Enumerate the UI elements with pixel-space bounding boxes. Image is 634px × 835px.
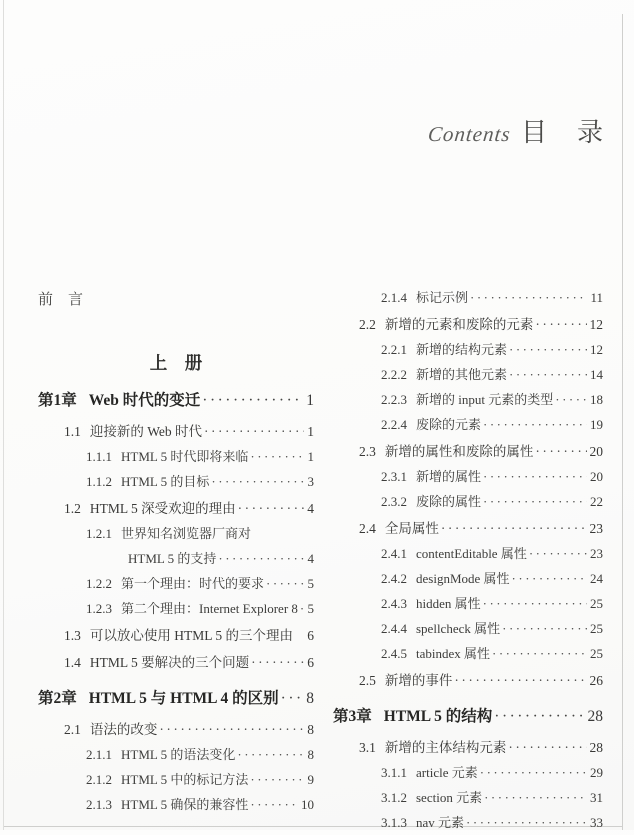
toc-entry: [333, 566, 603, 591]
toc-entry-number: 3.1.2: [381, 790, 407, 805]
toc-entry-number: 2.4.2: [381, 571, 407, 586]
toc-entry-page: 26: [589, 673, 603, 688]
toc-entry-title: HTML 5 深受欢迎的理由: [89, 501, 236, 516]
dot-leader: [251, 650, 304, 675]
toc-right-column: [333, 285, 603, 835]
dot-leader: [508, 735, 586, 760]
toc-entry-page: 33: [590, 815, 603, 830]
toc-entry-page: 3: [307, 474, 314, 489]
toc-entry: [333, 439, 603, 464]
toc-entry-number: 2.1.3: [86, 797, 112, 812]
toc-entry: [38, 623, 314, 648]
toc-entry-title: 第一个理由：时代的要求: [121, 576, 265, 591]
toc-entry-title: HTML 5 的语法变化: [121, 747, 236, 762]
toc-entry-page: 6: [307, 628, 314, 643]
dot-leader: [211, 469, 304, 494]
dot-leader: [266, 571, 304, 596]
toc-entry: [38, 387, 314, 415]
dot-leader: [535, 312, 586, 337]
toc-entry-page: 20: [589, 444, 603, 459]
toc-entry-page: 6: [307, 655, 314, 670]
toc-entry-title: nav 元素: [416, 815, 465, 830]
toc-entry-page: 1: [307, 424, 314, 439]
toc-entry-number: 2.2.2: [381, 367, 407, 382]
toc-entry-title: tabindex 属性: [416, 646, 491, 661]
toc-entry-page: 25: [590, 646, 603, 661]
toc-entry: [333, 412, 603, 437]
dot-leader: [250, 792, 298, 817]
toc-entry-title: HTML 5 的结构: [383, 708, 493, 725]
toc-entry: [333, 337, 603, 362]
toc-entry-title: Web 时代的变迁: [88, 392, 201, 409]
toc-entry-number: 2.2.4: [381, 417, 407, 432]
toc-entry: [38, 792, 314, 817]
toc-entry-title: 新增的结构元素: [416, 342, 508, 357]
toc-entry-number: 2.3.1: [381, 469, 407, 484]
dot-leader: [529, 541, 587, 566]
toc-entry-number: 1.1.1: [86, 449, 112, 464]
dot-leader: [512, 566, 587, 591]
page-edge-left-line: [3, 0, 4, 830]
toc-entry-page: 31: [590, 790, 603, 805]
toc-entry-number: 3.1.3: [381, 815, 407, 830]
toc-entry-title: HTML 5 的支持: [128, 551, 217, 566]
toc-entry-title: 标记示例: [416, 290, 469, 305]
dot-leader: [509, 362, 587, 387]
toc-entry-title: article 元素: [416, 765, 478, 780]
toc-entry-page: 12: [590, 342, 603, 357]
dot-leader: [466, 810, 587, 835]
toc-entry-title: 新增的元素和废除的元素: [384, 317, 534, 332]
toc-entry: [333, 785, 603, 810]
toc-entry-number: 1.2.1: [86, 526, 112, 541]
toc-entry: [38, 521, 314, 546]
toc-entry-title: section 元素: [416, 790, 483, 805]
toc-entry-number: 1.1: [64, 424, 81, 439]
toc-entry-number: 第2章: [38, 690, 77, 707]
toc-entry-title: HTML 5 中的标记方法: [121, 772, 249, 787]
toc-entry: [333, 312, 603, 337]
dot-leader: [494, 703, 584, 731]
toc-entry-title: 语法的改变: [89, 722, 158, 737]
toc-entry-number: 1.2.3: [86, 601, 112, 616]
toc-entry-title: 可以放心使用 HTML 5 的三个理由: [89, 628, 293, 643]
dot-leader: [555, 387, 587, 412]
dot-leader: [300, 596, 305, 621]
dot-leader: [502, 616, 587, 641]
toc-entry-page: 23: [590, 546, 603, 561]
toc-entry-page: 8: [307, 747, 314, 762]
toc-entry: [38, 546, 314, 571]
toc-entry-title: 废除的元素: [416, 417, 482, 432]
toc-entry-title: HTML 5 与 HTML 4 的区别: [88, 690, 279, 707]
dot-leader: [218, 546, 304, 571]
toc-entry-page: 29: [590, 765, 603, 780]
dot-leader: [204, 419, 304, 444]
toc-entry-title: 世界知名浏览器厂商对: [121, 526, 252, 541]
toc-entry: [333, 541, 603, 566]
dot-leader: [484, 785, 587, 810]
dot-leader: [250, 444, 304, 469]
toc-entry: [333, 810, 603, 835]
toc-entry-title: HTML 5 要解决的三个问题: [89, 655, 250, 670]
toc-entry-page: 1: [307, 449, 314, 464]
toc-entry-page: 20: [590, 469, 603, 484]
toc-entry-number: 2.1.2: [86, 772, 112, 787]
toc-entry: [38, 650, 314, 675]
toc-entry-number: 2.1: [64, 722, 81, 737]
toc-entry-page: 9: [307, 772, 314, 787]
toc-entry-number: 2.4.3: [381, 596, 407, 611]
toc-entries-left: [38, 387, 314, 817]
toc-left-column: [38, 288, 314, 817]
toc-entry-title: designMode 属性: [416, 571, 510, 586]
toc-entry: [333, 668, 603, 693]
toc-entry: [38, 742, 314, 767]
contents-script-word: Contents: [427, 122, 513, 146]
toc-entry: [38, 571, 314, 596]
toc-entry: [38, 767, 314, 792]
toc-entry: [333, 387, 603, 412]
toc-title-chinese: 目 录: [520, 118, 605, 147]
toc-entry-title: HTML 5 时代即将来临: [121, 449, 249, 464]
volume-title: 上 册: [149, 353, 203, 373]
toc-entry: [333, 489, 603, 514]
toc-entry-page: 5: [307, 576, 314, 591]
toc-entry-number: 第3章: [333, 708, 372, 725]
toc-entry-number: 3.1: [359, 740, 376, 755]
dot-leader: [281, 685, 304, 713]
toc-entry-number: 2.4.5: [381, 646, 407, 661]
toc-entry-page: 19: [590, 417, 603, 432]
toc-entry: [38, 685, 314, 713]
toc-entry-page: 12: [589, 317, 603, 332]
toc-entry-number: 1.2.2: [86, 576, 112, 591]
toc-entry-title: 新增的其他元素: [416, 367, 508, 382]
toc-entry-number: 2.2: [359, 317, 376, 332]
toc-entry-page: 8: [307, 722, 314, 737]
toc-entry-page: 14: [590, 367, 603, 382]
toc-entries-right: [333, 285, 603, 835]
toc-entry-number: 1.2: [64, 501, 81, 516]
dot-leader: [483, 412, 587, 437]
toc-entry-page: 25: [590, 596, 603, 611]
toc-entry-page: 4: [307, 551, 314, 566]
toc-entry: [333, 362, 603, 387]
toc-entry-title: HTML 5 确保的兼容性: [121, 797, 249, 812]
toc-entry-title: 第二个理由：Internet Explorer 8: [121, 601, 298, 616]
toc-entry-title: 新增的主体结构元素: [384, 740, 507, 755]
toc-entry: [333, 516, 603, 541]
toc-entry-page: 11: [590, 290, 603, 305]
toc-entry-page: 28: [589, 740, 603, 755]
toc-entry-title: 新增的属性: [416, 469, 482, 484]
toc-entry-page: 5: [307, 601, 314, 616]
toc-entry: [333, 464, 603, 489]
toc-entry-number: 1.4: [64, 655, 81, 670]
toc-entry-number: 2.3.2: [381, 494, 407, 509]
dot-leader: [509, 337, 587, 362]
toc-entry: [38, 596, 314, 621]
toc-entry: [38, 444, 314, 469]
dot-leader: [250, 767, 304, 792]
toc-entry-page: 28: [587, 708, 603, 725]
toc-entry-number: 2.2.1: [381, 342, 407, 357]
toc-entry-page: 18: [590, 392, 603, 407]
toc-entry-title: hidden 属性: [416, 596, 481, 611]
toc-entry: [38, 419, 314, 444]
toc-entry: [333, 641, 603, 666]
dot-leader: [159, 717, 304, 742]
toc-entry-title: 新增的 input 元素的类型: [416, 392, 554, 407]
toc-entry-title: HTML 5 的目标: [121, 474, 210, 489]
dot-leader: [202, 387, 303, 415]
dot-leader: [480, 760, 587, 785]
toc-entry: [333, 591, 603, 616]
toc-entry-number: 2.4.1: [381, 546, 407, 561]
toc-entry-page: 4: [307, 501, 314, 516]
toc-entry-number: 2.4: [359, 521, 376, 536]
dot-leader: [483, 489, 587, 514]
toc-entry-number: 2.2.3: [381, 392, 407, 407]
dot-leader: [238, 496, 305, 521]
toc-entry: [333, 760, 603, 785]
toc-entry: [333, 735, 603, 760]
toc-entry: [38, 717, 314, 742]
toc-entry: [333, 285, 603, 310]
toc-entry-title: 全局属性: [384, 521, 439, 536]
toc-entry-number: 2.5: [359, 673, 376, 688]
toc-entry-number: 1.1.2: [86, 474, 112, 489]
toc-entry-number: 2.4.4: [381, 621, 407, 636]
dot-leader: [483, 591, 587, 616]
toc-entry: [333, 616, 603, 641]
toc-entry-title: contentEditable 属性: [416, 546, 527, 561]
toc-entry: [38, 469, 314, 494]
dot-leader: [454, 668, 586, 693]
toc-entry-number: 2.3: [359, 444, 376, 459]
dot-leader: [237, 742, 304, 767]
toc-entry-page: 10: [301, 797, 314, 812]
toc-entry-page: 22: [590, 494, 603, 509]
dot-leader: [492, 641, 587, 666]
toc-entry-number: 第1章: [38, 392, 77, 409]
dot-leader: [483, 464, 587, 489]
toc-entry-page: 24: [590, 571, 603, 586]
toc-entry-page: 1: [306, 392, 314, 409]
dot-leader: [535, 439, 586, 464]
toc-entry: [38, 496, 314, 521]
toc-entry-page: 25: [590, 621, 603, 636]
toc-entry-page: 8: [306, 690, 314, 707]
toc-entry: [333, 703, 603, 731]
dot-leader: [441, 516, 587, 541]
toc-entry-title: 迎接新的 Web 时代: [89, 424, 203, 439]
toc-entry-page: 23: [589, 521, 603, 536]
toc-entry-number: 1.3: [64, 628, 81, 643]
toc-entry-title: spellcheck 属性: [416, 621, 501, 636]
toc-entry-number: 3.1.1: [381, 765, 407, 780]
toc-entry-title: 新增的事件: [384, 673, 453, 688]
toc-entry-number: 2.1.4: [381, 290, 407, 305]
toc-header: [420, 112, 605, 149]
dot-leader: [470, 285, 587, 310]
toc-entry-title: 新增的属性和废除的属性: [384, 444, 534, 459]
toc-entry-number: 2.1.1: [86, 747, 112, 762]
toc-entry-title: 废除的属性: [416, 494, 482, 509]
preface-label: 前 言: [38, 292, 84, 308]
page-edge-right-line: [622, 14, 623, 830]
